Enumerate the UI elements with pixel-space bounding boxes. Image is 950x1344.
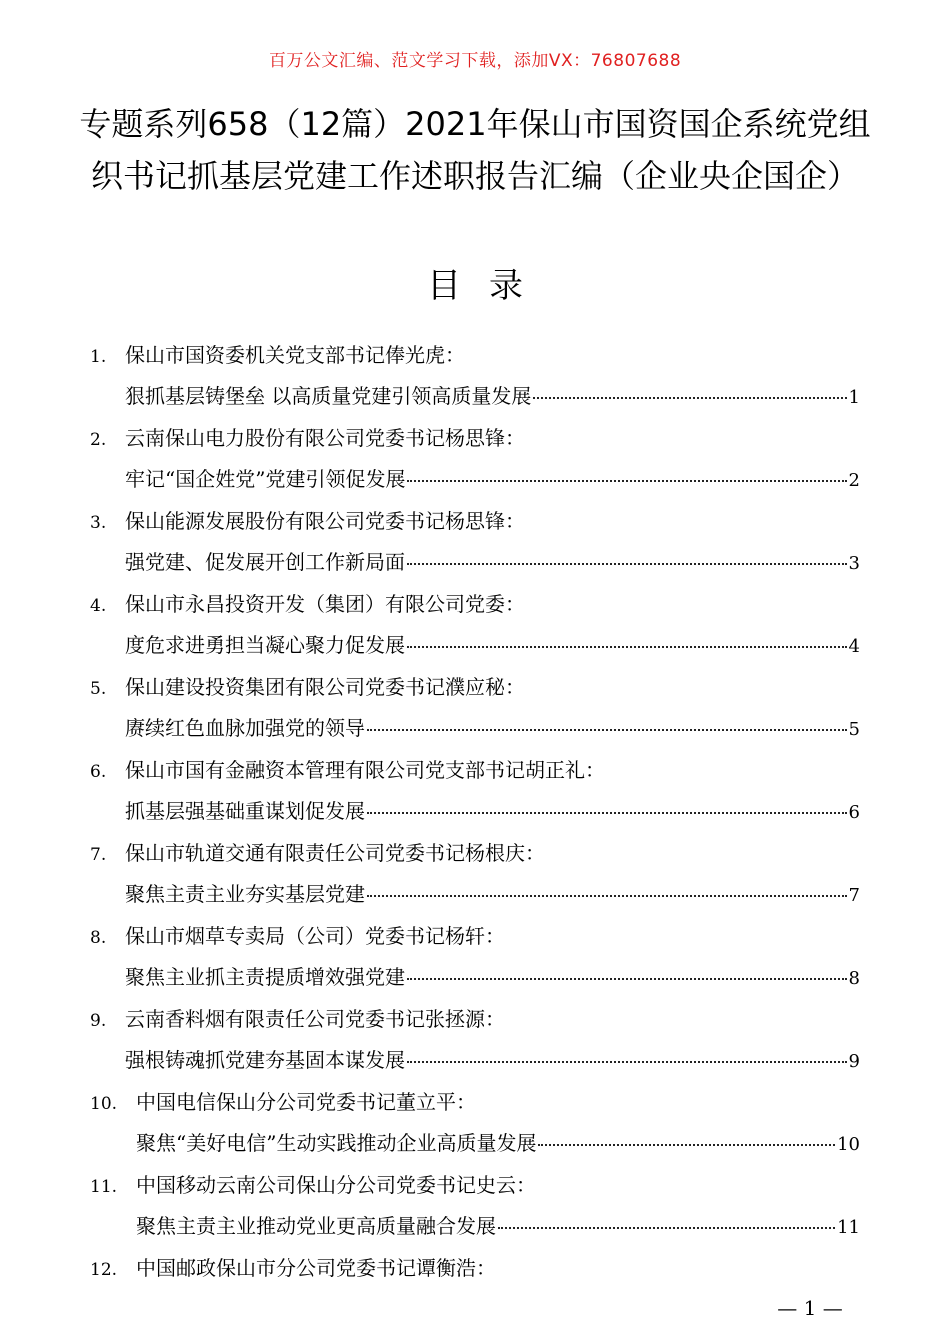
entry-number: 4.: [90, 596, 107, 616]
toc-entry[interactable]: [90, 915, 860, 998]
entry-title: 赓续红色血脉加强党的领导: [125, 716, 365, 740]
entry-org: 保山市国资委机关党支部书记俸光虎：: [125, 343, 465, 367]
entry-page: 9: [848, 1051, 860, 1072]
entry-title: 牢记“国企姓党”党建引领促发展: [125, 467, 406, 491]
toc-entry[interactable]: [90, 1081, 860, 1164]
dot-leader: [367, 812, 847, 814]
download-banner: 百万公文汇编、范文学习下载，添加VX：76807688: [268, 51, 682, 71]
entry-number: 12.: [90, 1260, 118, 1280]
entry-org: 保山建设投资集团有限公司党委书记濮应秘：: [125, 675, 525, 699]
entry-org: 云南香料烟有限责任公司党委书记张拯源：: [125, 1007, 505, 1031]
entry-title: 聚焦“美好电信”生动实践推动企业高质量发展: [136, 1131, 537, 1155]
entry-page: 1: [848, 387, 860, 408]
table-of-contents: [90, 334, 860, 1289]
dot-leader: [533, 397, 846, 399]
entry-org: 保山能源发展股份有限公司党委书记杨思锋：: [125, 509, 525, 533]
dot-leader: [367, 729, 847, 731]
entry-number: 10.: [90, 1094, 118, 1114]
entry-page: 8: [848, 968, 860, 989]
toc-entry[interactable]: [90, 832, 860, 915]
entry-org: 云南保山电力股份有限公司党委书记杨思锋：: [125, 426, 525, 450]
entry-title: 聚焦主责主业夯实基层党建: [125, 882, 365, 906]
dot-leader: [407, 480, 846, 482]
entry-org: 保山市轨道交通有限责任公司党委书记杨根庆：: [125, 841, 545, 865]
entry-title: 狠抓基层铸堡垒 以高质量党建引领高质量发展: [125, 384, 532, 408]
entry-title: 强党建、促发展开创工作新局面: [125, 550, 405, 574]
dot-leader: [498, 1227, 835, 1229]
entry-number: 6.: [90, 762, 107, 782]
entry-page: 5: [848, 719, 860, 740]
entry-org: 中国电信保山分公司党委书记董立平：: [136, 1090, 476, 1114]
entry-org: 中国移动云南公司保山分公司党委书记史云：: [136, 1173, 536, 1197]
entry-number: 9.: [90, 1011, 107, 1031]
dot-leader: [407, 1061, 847, 1063]
entry-org: 中国邮政保山市分公司党委书记谭衡浩：: [136, 1256, 496, 1280]
entry-page: 6: [848, 802, 860, 823]
entry-title: 度危求进勇担当凝心聚力促发展: [125, 633, 405, 657]
entry-page: 2: [848, 470, 860, 491]
entry-org: 保山市永昌投资开发（集团）有限公司党委：: [125, 592, 525, 616]
entry-org: 保山市国有金融资本管理有限公司党支部书记胡正礼：: [125, 758, 605, 782]
entry-page: 4: [848, 636, 860, 657]
entry-number: 2.: [90, 430, 107, 450]
entry-page: 7: [848, 885, 860, 906]
toc-heading: 目录: [427, 266, 551, 306]
page-number: — 1 —: [777, 1296, 843, 1320]
entry-number: 1.: [90, 347, 107, 367]
toc-entry[interactable]: [90, 500, 860, 583]
entry-number: 3.: [90, 513, 107, 533]
toc-entry[interactable]: [90, 1247, 860, 1289]
dot-leader: [407, 978, 847, 980]
dot-leader: [407, 646, 847, 648]
entry-title: 抓基层强基础重谋划促发展: [125, 799, 365, 823]
entry-number: 5.: [90, 679, 107, 699]
toc-entry[interactable]: [90, 998, 860, 1081]
toc-entry[interactable]: [90, 666, 860, 749]
dot-leader: [407, 563, 847, 565]
toc-entry[interactable]: [90, 1164, 860, 1247]
entry-title: 聚焦主业抓主责提质增效强党建: [125, 965, 405, 989]
entry-page: 11: [837, 1217, 860, 1238]
toc-entry[interactable]: [90, 334, 860, 417]
dot-leader: [538, 1144, 835, 1146]
entry-number: 11.: [90, 1177, 118, 1197]
entry-page: 10: [837, 1134, 860, 1155]
entry-page: 3: [848, 553, 860, 574]
toc-entry[interactable]: [90, 583, 860, 666]
dot-leader: [367, 895, 847, 897]
document-title: 专题系列658（12篇）2021年保山市国资国企系统党组织书记抓基层党建工作述职报告汇编（企业央企国企）: [79, 105, 871, 195]
entry-title: 强根铸魂抓党建夯基固本谋发展: [125, 1048, 405, 1072]
entry-org: 保山市烟草专卖局（公司）党委书记杨轩：: [125, 924, 505, 948]
entry-title: 聚焦主责主业推动党业更高质量融合发展: [136, 1214, 496, 1238]
entry-number: 8.: [90, 928, 107, 948]
toc-entry[interactable]: [90, 417, 860, 500]
toc-entry[interactable]: [90, 749, 860, 832]
entry-number: 7.: [90, 845, 107, 865]
